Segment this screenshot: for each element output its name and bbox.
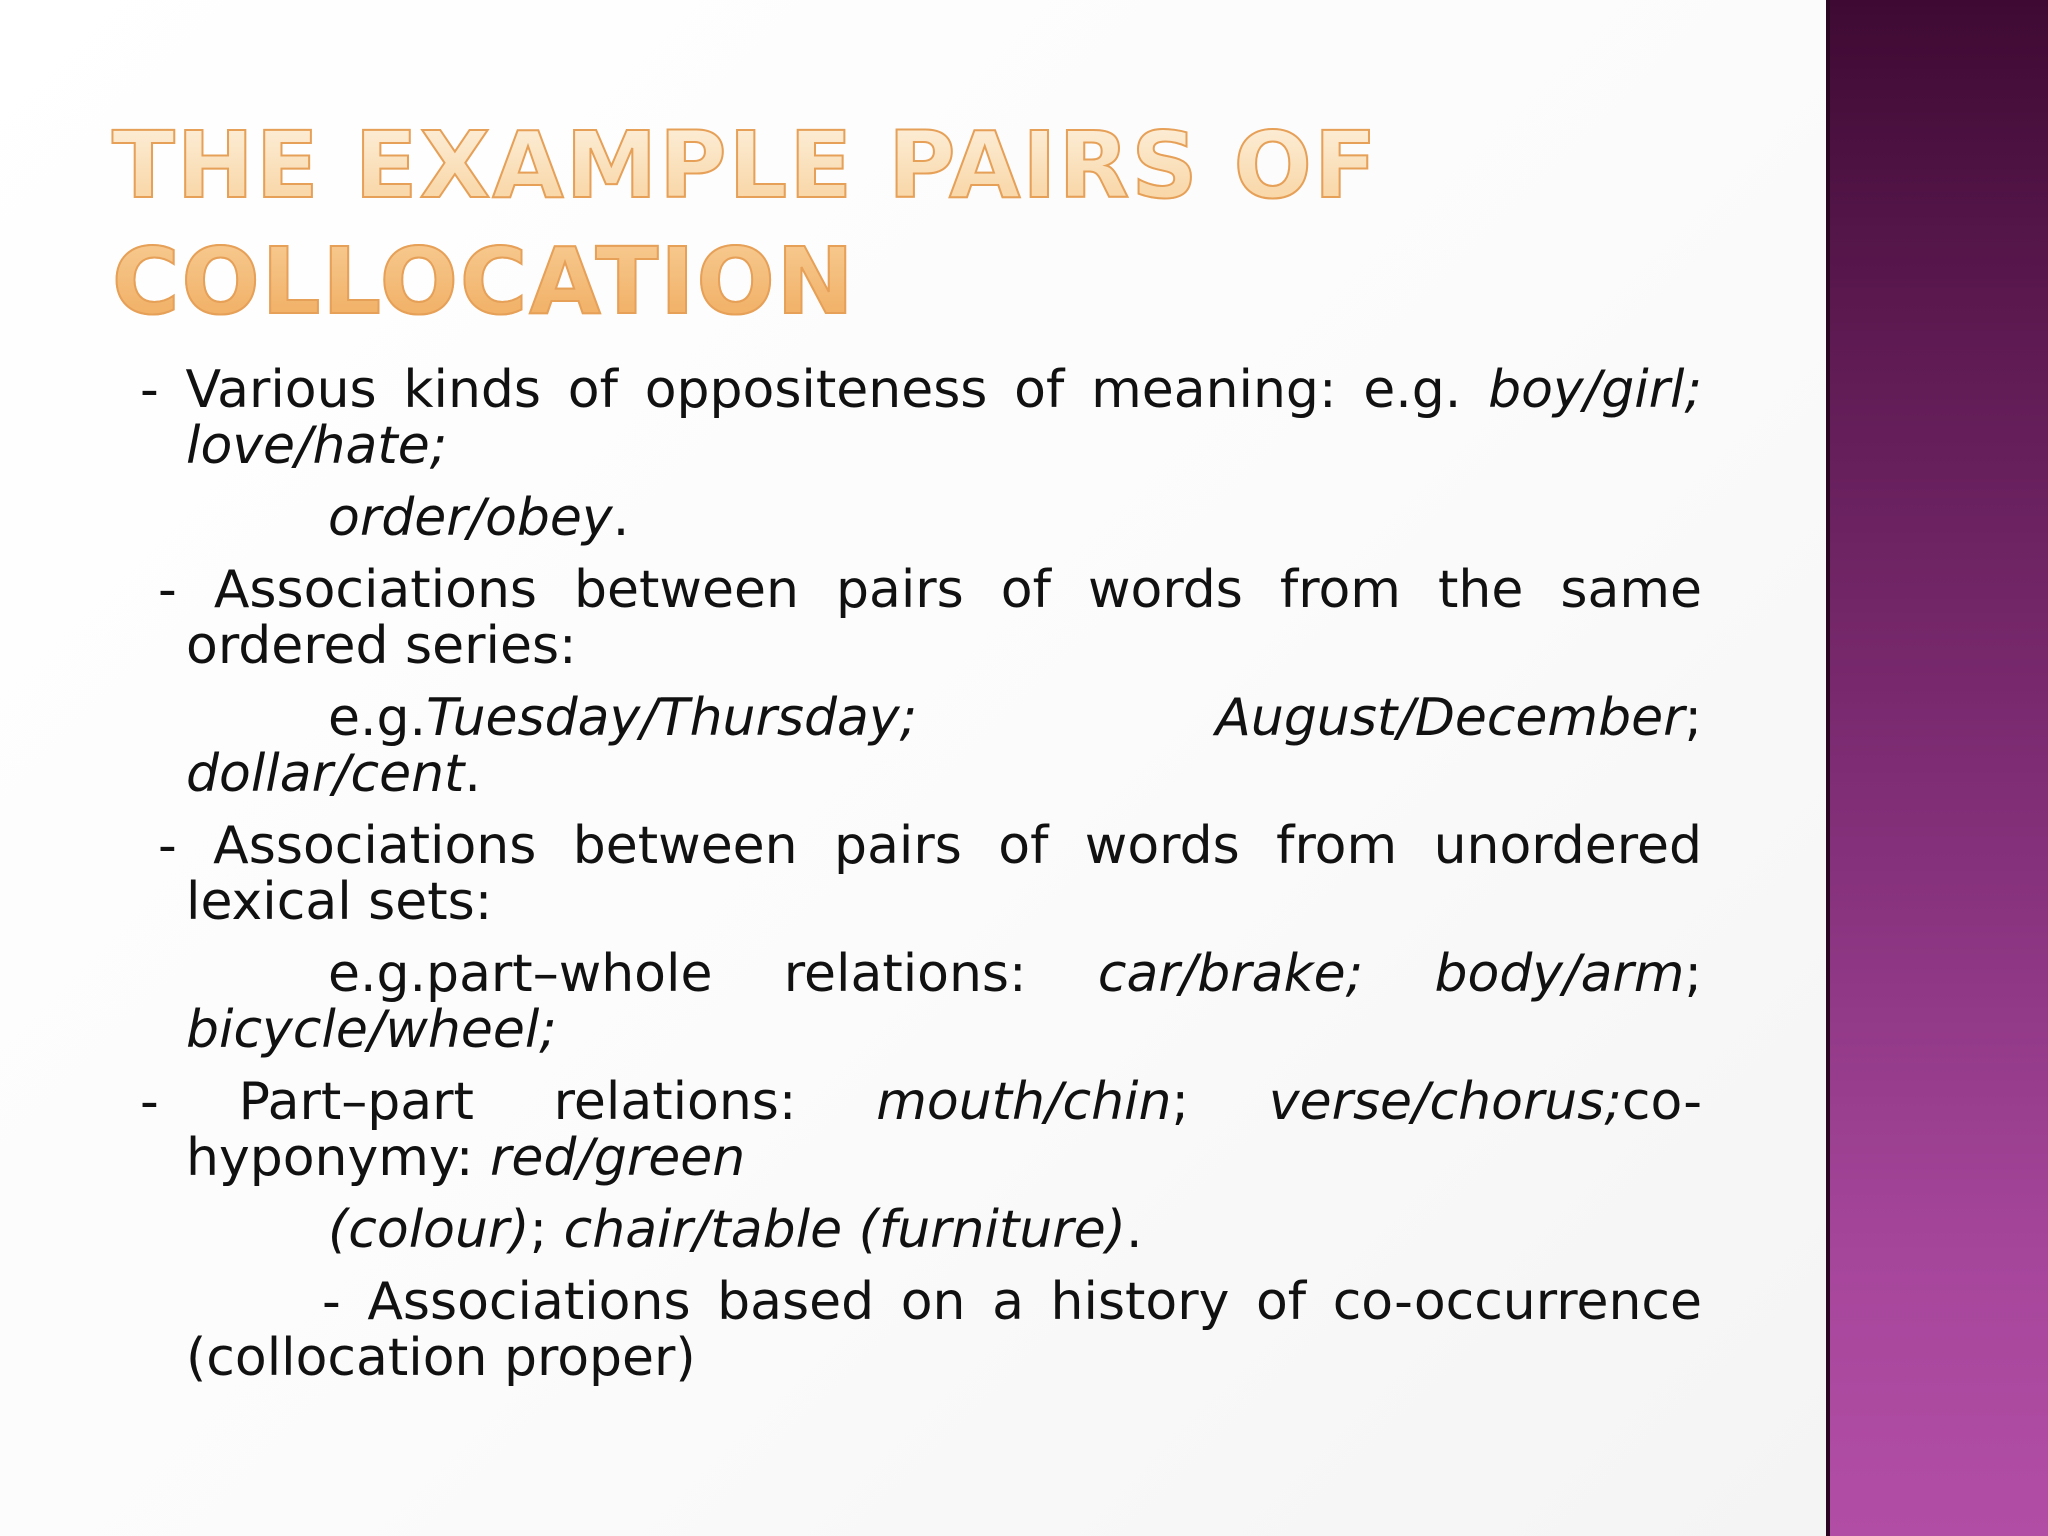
text-run: e.g.part–whole relations:: [328, 944, 1098, 1004]
text-run-italic: boy/girl; love/hate;: [186, 360, 1702, 476]
text-run-italic: order/obey: [328, 488, 613, 548]
paragraph-part-whole: [140, 946, 1702, 1058]
text-run: ;: [1171, 1072, 1269, 1132]
paragraph-co-hyponymy-cont: [140, 1202, 1702, 1258]
paragraph-oppositeness-cont: [140, 490, 1702, 546]
paragraph-ordered-series: [140, 562, 1702, 674]
paragraph-collocation-proper: [140, 1274, 1702, 1386]
text-run: ;: [1684, 688, 1702, 748]
text-run-italic: verse/chorus;: [1268, 1072, 1622, 1132]
paragraph-part-part: [140, 1074, 1702, 1186]
text-run: .: [612, 488, 630, 548]
text-run-italic: car/brake; body/arm: [1097, 944, 1685, 1004]
slide-title: THE EXAMPLE PAIRS OF COLLOCATION: [112, 108, 1412, 340]
text-run-italic: dollar/cent: [186, 744, 465, 804]
text-run: co-hyponymy:: [186, 1072, 1702, 1188]
text-run: .: [464, 744, 481, 804]
text-run-italic: (colour): [328, 1200, 530, 1260]
text-run: - Part–part relations:: [140, 1072, 877, 1132]
text-run-italic: chair/table (furniture): [563, 1200, 1126, 1260]
text-run: e.g.: [328, 688, 427, 748]
text-run-italic: red/green: [489, 1128, 746, 1188]
decorative-side-band: [1826, 0, 2048, 1536]
text-run: - Associations between pairs of words from the same ordered series:: [158, 560, 1702, 676]
text-run: ;: [529, 1200, 564, 1260]
text-run-italic: Tuesday/Thursday; August/December: [426, 688, 1685, 748]
slide-body: [140, 362, 1702, 1402]
text-run: - Associations between pairs of words from unordered lexical sets:: [158, 816, 1702, 932]
text-run-italic: mouth/chin: [876, 1072, 1172, 1132]
text-run: ;: [1684, 944, 1702, 1004]
text-run: - Associations based on a history of co-occurrence (collocation proper): [186, 1272, 1702, 1388]
text-run: .: [1125, 1200, 1143, 1260]
paragraph-ordered-examples: [140, 690, 1702, 802]
text-run-italic: bicycle/wheel;: [186, 1000, 557, 1060]
text-run: - Various kinds of oppositeness of meaning: e.g.: [140, 360, 1489, 420]
paragraph-unordered-sets: [140, 818, 1702, 930]
paragraph-oppositeness: [140, 362, 1702, 474]
